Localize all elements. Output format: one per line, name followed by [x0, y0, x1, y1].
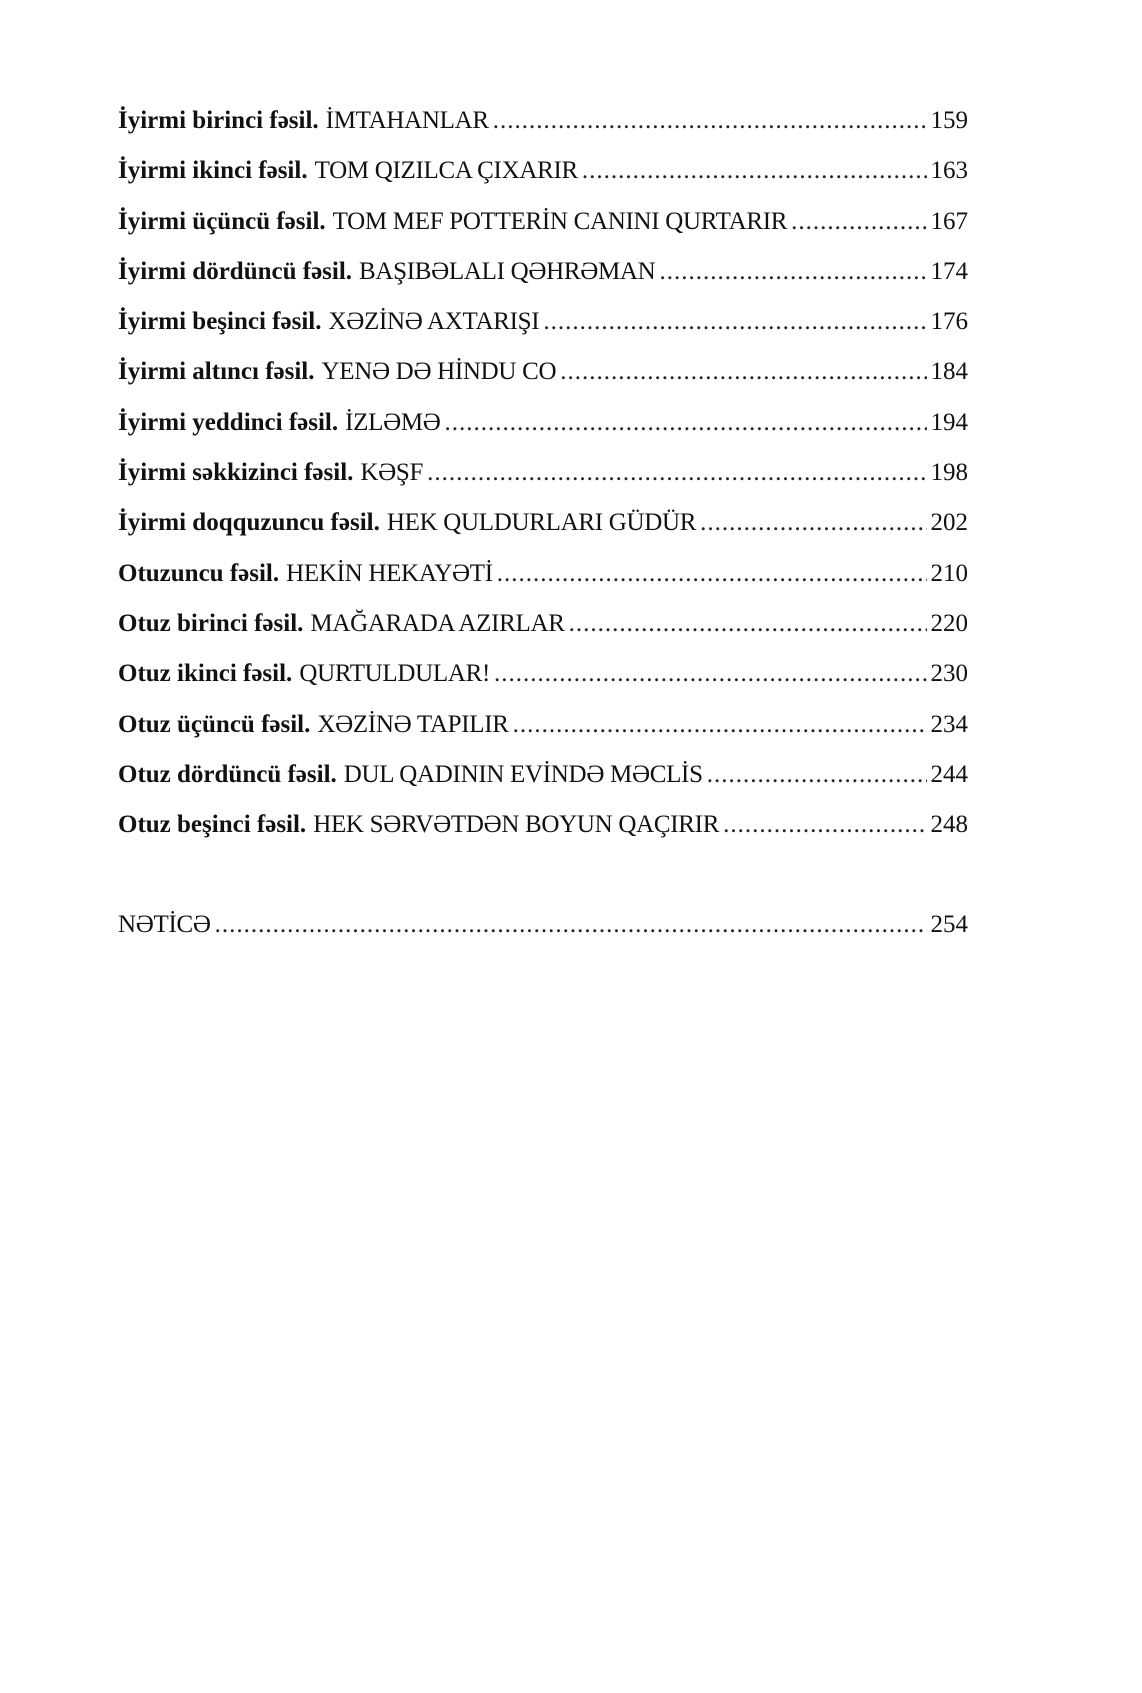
- toc-entry: [118, 207, 968, 257]
- page-number: 176: [930, 308, 968, 336]
- chapter-title: DUL QADININ EVİNDƏ MƏCLİS: [343, 760, 703, 788]
- chapter-title: YENƏ DƏ HİNDU CO: [321, 358, 557, 386]
- toc-entry: [118, 659, 968, 709]
- page-number: 210: [930, 559, 968, 587]
- page-number: 230: [930, 660, 968, 688]
- dot-leader: [445, 408, 927, 438]
- dot-leader: [215, 910, 927, 940]
- page-number: 202: [930, 509, 968, 537]
- chapter-title: İZLƏMƏ: [345, 408, 441, 436]
- page-number: 234: [930, 710, 968, 738]
- dot-leader: [700, 508, 926, 538]
- chapter-title: HEK QULDURLARI GÜDÜR: [386, 509, 697, 537]
- dot-leader: [494, 659, 926, 689]
- page-number: 254: [930, 911, 968, 939]
- chapter-label: Otuz birinci fəsil.: [118, 609, 304, 637]
- table-of-contents: [118, 106, 968, 961]
- dot-leader: [560, 357, 926, 387]
- toc-entry: [118, 559, 968, 609]
- dot-leader: [569, 609, 927, 639]
- toc-entry: [118, 458, 968, 508]
- chapter-label: İyirmi yeddinci fəsil.: [118, 408, 339, 436]
- chapter-title: TOM MEF POTTERİN CANINI QURTARIR: [332, 207, 788, 235]
- chapter-label: Otuz dördüncü fəsil.: [118, 760, 337, 788]
- page-number: 248: [930, 811, 968, 839]
- dot-leader: [723, 810, 926, 840]
- chapter-title: BAŞIBƏLALI QƏHRƏMAN: [359, 257, 656, 285]
- toc-entry: [118, 810, 968, 860]
- conclusion-title: NƏTİCƏ: [118, 911, 211, 939]
- page-number: 220: [930, 609, 968, 637]
- dot-leader: [659, 257, 926, 287]
- page-number: 174: [930, 257, 968, 285]
- chapter-title: İMTAHANLAR: [325, 107, 489, 134]
- dot-leader: [543, 307, 926, 337]
- dot-leader: [493, 106, 927, 136]
- toc-entry: [118, 508, 968, 558]
- chapter-label: Otuz üçüncü fəsil.: [118, 710, 311, 738]
- chapter-label: Otuzuncu fəsil.: [118, 559, 280, 587]
- page-number: 167: [930, 207, 968, 235]
- page-number: 163: [930, 157, 968, 185]
- section-gap: [118, 860, 968, 910]
- toc-entry: [118, 609, 968, 659]
- chapter-label: İyirmi doqquzuncu fəsil.: [118, 509, 380, 537]
- chapter-title: KƏŞF: [360, 459, 424, 487]
- toc-entry: [118, 156, 968, 206]
- chapter-label: Otuz beşinci fəsil.: [118, 811, 307, 839]
- page-number: 184: [930, 358, 968, 386]
- toc-entry-conclusion: [118, 910, 968, 960]
- dot-leader: [707, 760, 927, 790]
- chapter-title: XƏZİNƏ TAPILIR: [317, 710, 509, 738]
- chapter-label: İyirmi səkkizinci fəsil.: [118, 459, 354, 487]
- chapter-label: İyirmi ikinci fəsil.: [118, 157, 308, 185]
- toc-entry: [118, 760, 968, 810]
- page-number: 194: [930, 408, 968, 436]
- toc-entry: [118, 307, 968, 357]
- chapter-title: TOM QIZILCA ÇIXARIR: [314, 157, 578, 185]
- toc-entry: [118, 408, 968, 458]
- chapter-title: HEKİN HEKAYƏTİ: [286, 559, 493, 587]
- toc-entry: [118, 257, 968, 307]
- chapter-label: İyirmi beşinci fəsil.: [118, 308, 322, 336]
- toc-entry: [118, 106, 968, 156]
- chapter-title: XƏZİNƏ AXTARIŞI: [328, 308, 540, 336]
- page-number: 159: [930, 107, 968, 134]
- dot-leader: [791, 207, 926, 237]
- dot-leader: [427, 458, 926, 488]
- dot-leader: [513, 710, 927, 740]
- chapter-title: MAĞARADA AZIRLAR: [310, 609, 565, 637]
- dot-leader: [497, 559, 927, 589]
- page-number: 244: [930, 760, 968, 788]
- chapter-label: İyirmi üçüncü fəsil.: [118, 207, 326, 235]
- page-number: 198: [930, 459, 968, 487]
- chapter-label: İyirmi altıncı fəsil.: [118, 358, 315, 386]
- toc-entry: [118, 357, 968, 407]
- chapter-label: İyirmi dördüncü fəsil.: [118, 257, 353, 285]
- chapter-title: QURTULDULAR!: [299, 660, 491, 688]
- dot-leader: [582, 156, 927, 186]
- toc-entry: [118, 710, 968, 760]
- chapter-label: Otuz ikinci fəsil.: [118, 660, 293, 688]
- chapter-label: İyirmi birinci fəsil.: [118, 107, 319, 134]
- chapter-title: HEK SƏRVƏTDƏN BOYUN QAÇIRIR: [313, 811, 720, 839]
